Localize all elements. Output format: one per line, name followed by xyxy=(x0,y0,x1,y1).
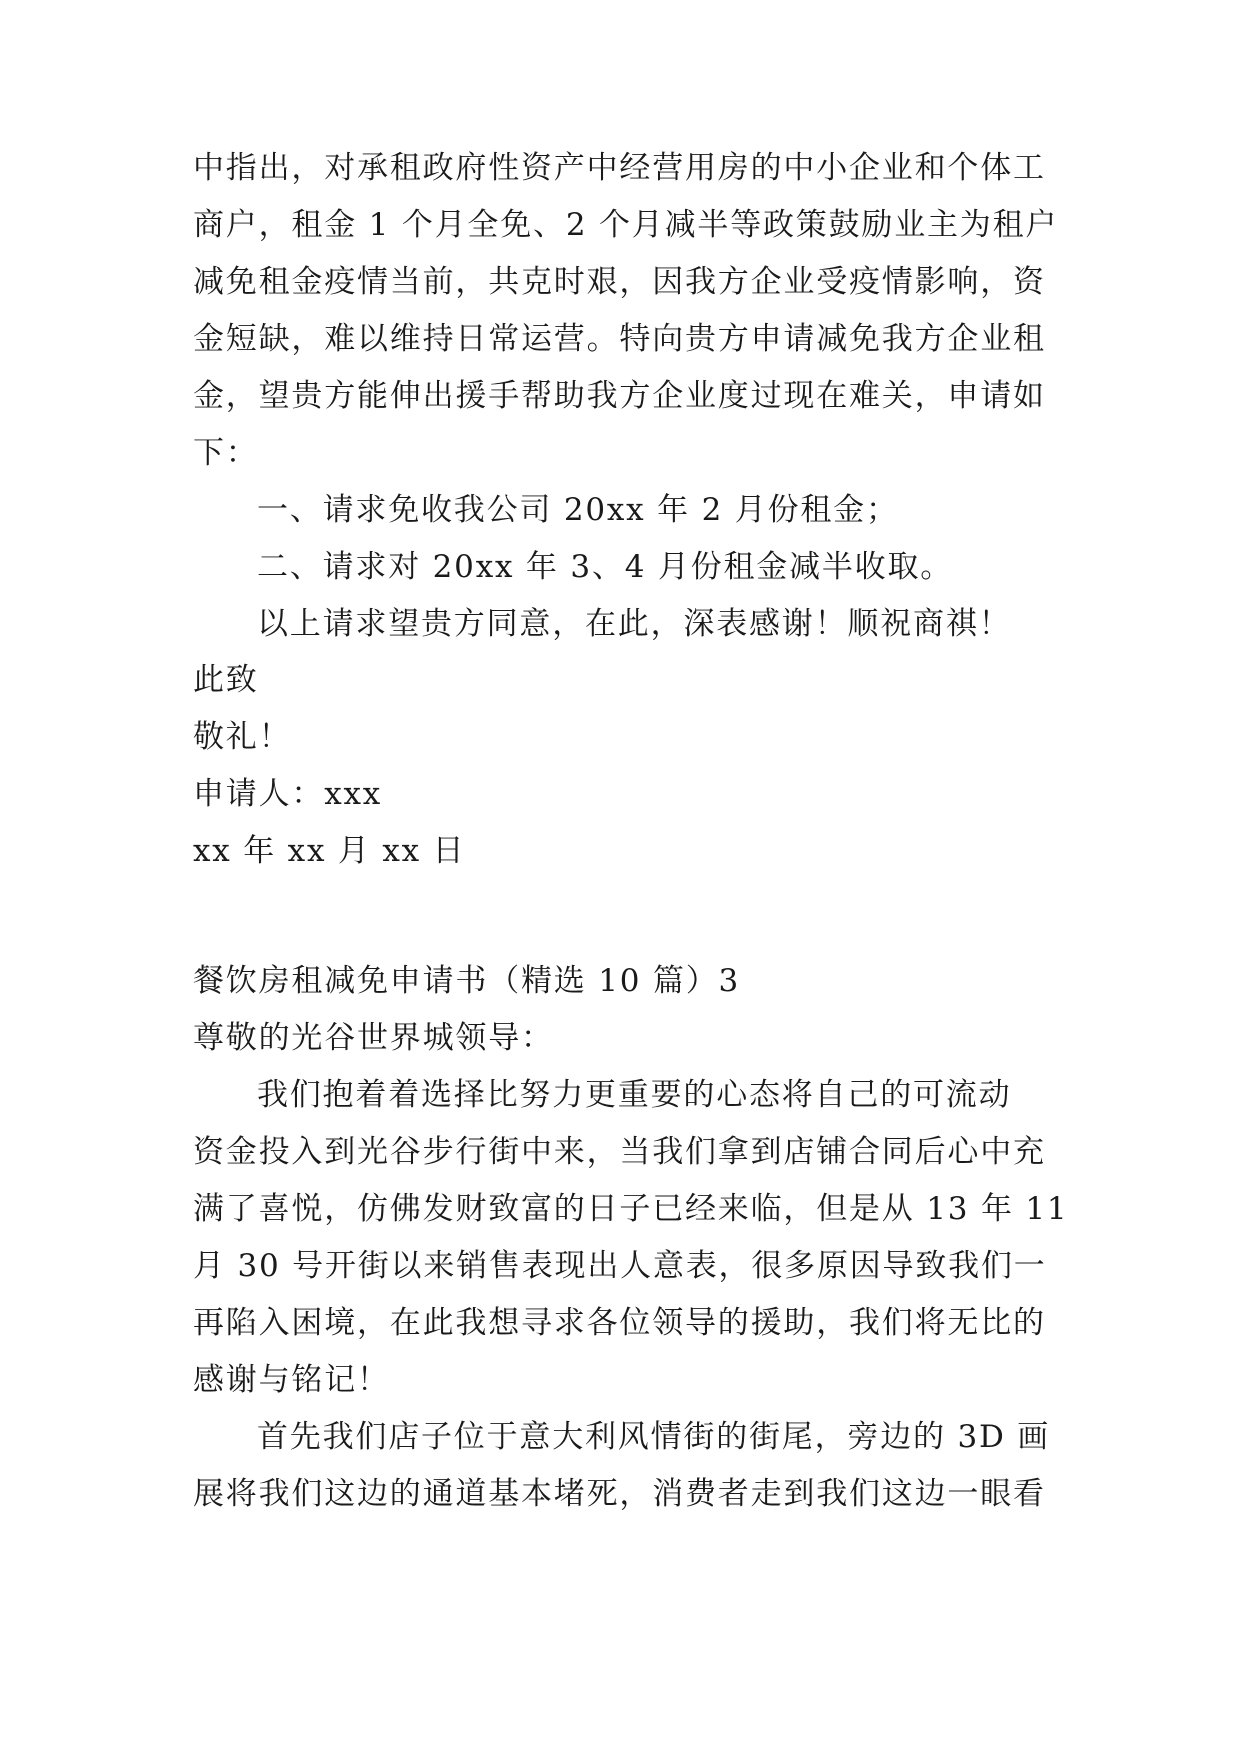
paragraph-line: 首先我们店子位于意大利风情街的街尾，旁边的 3D 画 xyxy=(257,1419,1051,1455)
paragraph-line: 减免租金疫情当前，共克时艰，因我方企业受疫情影响，资 xyxy=(193,264,1046,300)
paragraph-line: 感谢与铭记！ xyxy=(193,1362,390,1398)
paragraph-line: 金，望贵方能伸出援手帮助我方企业度过现在难关，申请如 xyxy=(193,378,1046,414)
thanks-line: 以上请求望贵方同意，在此，深表感谢！顺祝商祺！ xyxy=(257,606,1012,642)
section-title: 餐饮房租减免申请书（精选 10 篇）3 xyxy=(193,963,741,999)
paragraph-line: 再陷入困境，在此我想寻求各位领导的援助，我们将无比的 xyxy=(193,1305,1046,1341)
paragraph-line: 资金投入到光谷步行街中来，当我们拿到店铺合同后心中充 xyxy=(193,1134,1046,1170)
paragraph-line: 我们抱着着选择比努力更重要的心态将自己的可流动 xyxy=(257,1077,1012,1113)
closing-line: 此致 xyxy=(193,662,259,698)
request-item-1: 一、请求免收我公司 20xx 年 2 月份租金； xyxy=(257,492,899,528)
applicant-line: 申请人：xxx xyxy=(193,776,383,812)
salutation: 尊敬的光谷世界城领导： xyxy=(193,1020,554,1056)
paragraph-line: 满了喜悦，仿佛发财致富的日子已经来临，但是从 13 年 11 xyxy=(193,1191,1069,1227)
request-item-2: 二、请求对 20xx 年 3、4 月份租金减半收取。 xyxy=(257,549,954,585)
paragraph-line: 下： xyxy=(193,435,259,471)
paragraph-line: 金短缺，难以维持日常运营。特向贵方申请减免我方企业租 xyxy=(193,321,1046,357)
paragraph-line: 月 30 号开街以来销售表现出人意表，很多原因导致我们一 xyxy=(193,1248,1047,1284)
paragraph-line: 展将我们这边的通道基本堵死，消费者走到我们这边一眼看 xyxy=(193,1476,1046,1512)
closing-line: 敬礼！ xyxy=(193,719,292,755)
paragraph-line: 商户，租金 1 个月全免、2 个月减半等政策鼓励业主为租户 xyxy=(193,207,1059,243)
paragraph-line: 中指出，对承租政府性资产中经营用房的中小企业和个体工 xyxy=(193,150,1046,186)
date-line: xx 年 xx 月 xx 日 xyxy=(193,833,466,869)
